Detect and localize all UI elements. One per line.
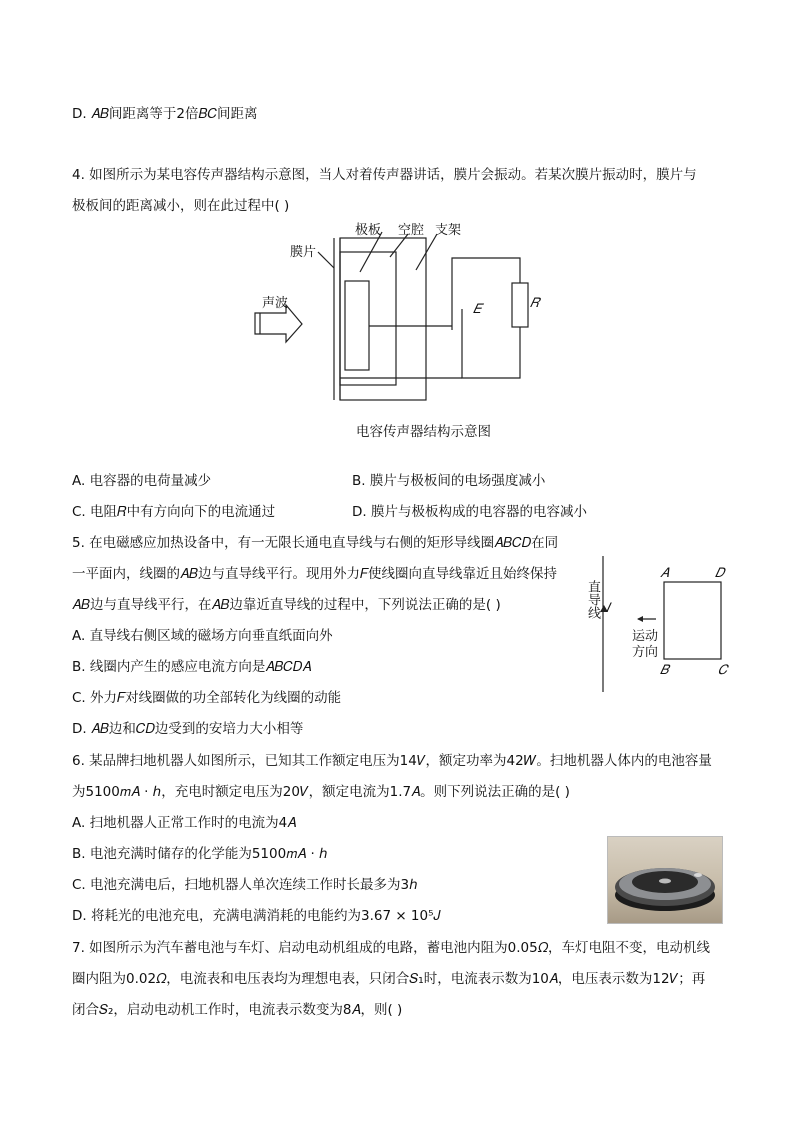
q5-option-c: C. 外力𝐹对线圈做的功全部转化为线圈的动能 [72,690,342,706]
vertex-a: 𝐴 [660,566,669,581]
q4-stem-line-1: 4. 如图所示为某电容传声器结构示意图，当人对着传声器讲话，膜片会振动。若某次膜片振动时，膜片与 [72,167,697,183]
q5-stem-line-3: 𝐴𝐵边与直导线平行，在𝐴𝐵边靠近直导线的过程中，下列说法正确的是( ) [72,597,501,613]
q3-option-d: D. 𝐴𝐵间距离等于2倍𝐵𝐶间距离 [72,106,258,122]
label-shengbo: 声波 [262,296,289,311]
q7-stem-line-2: 圈内阻为0.02𝛺，电流表和电压表均为理想电表，只闭合𝑆₁时，电流表示数为10𝐴，电压表示数为12𝑉；再 [72,971,706,987]
label-battery-e: 𝐸 [473,302,482,317]
q6-option-d: D. 将耗光的电池充电，充满电满消耗的电能约为3.67 × 10⁵𝐽 [72,908,441,924]
q5-stem-line-1: 5. 在电磁感应加热设备中，有一无限长通电直导线与右侧的矩形导线圈𝐴𝐵𝐶𝐷在同 [72,535,559,551]
q5-option-b: B. 线圈内产生的感应电流方向是𝐴𝐵𝐶𝐷𝐴 [72,659,312,675]
wire-label: 直导线 [585,580,600,619]
q6-stem-line-1: 6. 某品牌扫地机器人如图所示，已知其工作额定电压为14𝑉，额定功率为42𝑊。扫地机器人体内的电池容量 [72,753,712,769]
current-label: 𝐼 [606,601,610,616]
label-resistor-r: 𝑅 [530,296,540,311]
label-zhijia: 支架 [435,223,462,238]
motion-arrow-icon [637,616,643,622]
q5-option-d: D. 𝐴𝐵边和𝐶𝐷边受到的安培力大小相等 [72,721,304,737]
q6-option-b: B. 电池充满时储存的化学能为5100𝑚𝐴 · ℎ [72,846,328,862]
q6-stem-line-2: 为5100𝑚𝐴 · ℎ，充电时额定电压为20𝑉，额定电流为1.7𝐴。则下列说法正确的是( ) [72,784,570,800]
label-kongqiang: 空腔 [398,223,425,238]
q4-stem-line-2: 极板间的距离减小，则在此过程中( ) [72,198,290,214]
vertex-c: 𝐶 [718,663,728,678]
robot-vacuum-photo [607,836,723,924]
q6-option-a: A. 扫地机器人正常工作时的电流为4𝐴 [72,815,297,831]
vertex-b: 𝐵 [660,663,669,678]
q4-option-a: A. 电容器的电荷量减少 [72,473,212,489]
q6-option-c: C. 电池充满电后，扫地机器人单次连续工作时长最多为3ℎ [72,877,418,893]
figure-caption: 电容传声器结构示意图 [356,424,491,440]
label-mopian: 膜片 [290,245,317,260]
q5-option-a: A. 直导线右侧区域的磁场方向垂直纸面向外 [72,628,333,644]
vertex-d: 𝐷 [715,566,725,581]
q4-option-c: C. 电阻𝑅中有方向向下的电流通过 [72,504,276,520]
motion-label-2: 方向 [632,645,659,660]
q4-option-b: B. 膜片与极板间的电场强度减小 [352,473,546,489]
q4-option-d: D. 膜片与极板构成的电容器的电容减小 [352,504,587,520]
motion-label-1: 运动 [632,629,659,644]
q7-stem-line-3: 闭合𝑆₂，启动电动机工作时，电流表示数变为8𝐴，则( ) [72,1002,403,1018]
q5-stem-line-2: 一平面内，线圈的𝐴𝐵边与直导线平行。现用外力𝐹使线圈向直导线靠近且始终保持 [72,566,558,582]
label-jiban: 极板 [355,223,382,238]
q7-stem-line-1: 7. 如图所示为汽车蓄电池与车灯、启动电动机组成的电路，蓄电池内阻为0.05𝛺，车灯电阻不变，电动机线 [72,940,710,956]
